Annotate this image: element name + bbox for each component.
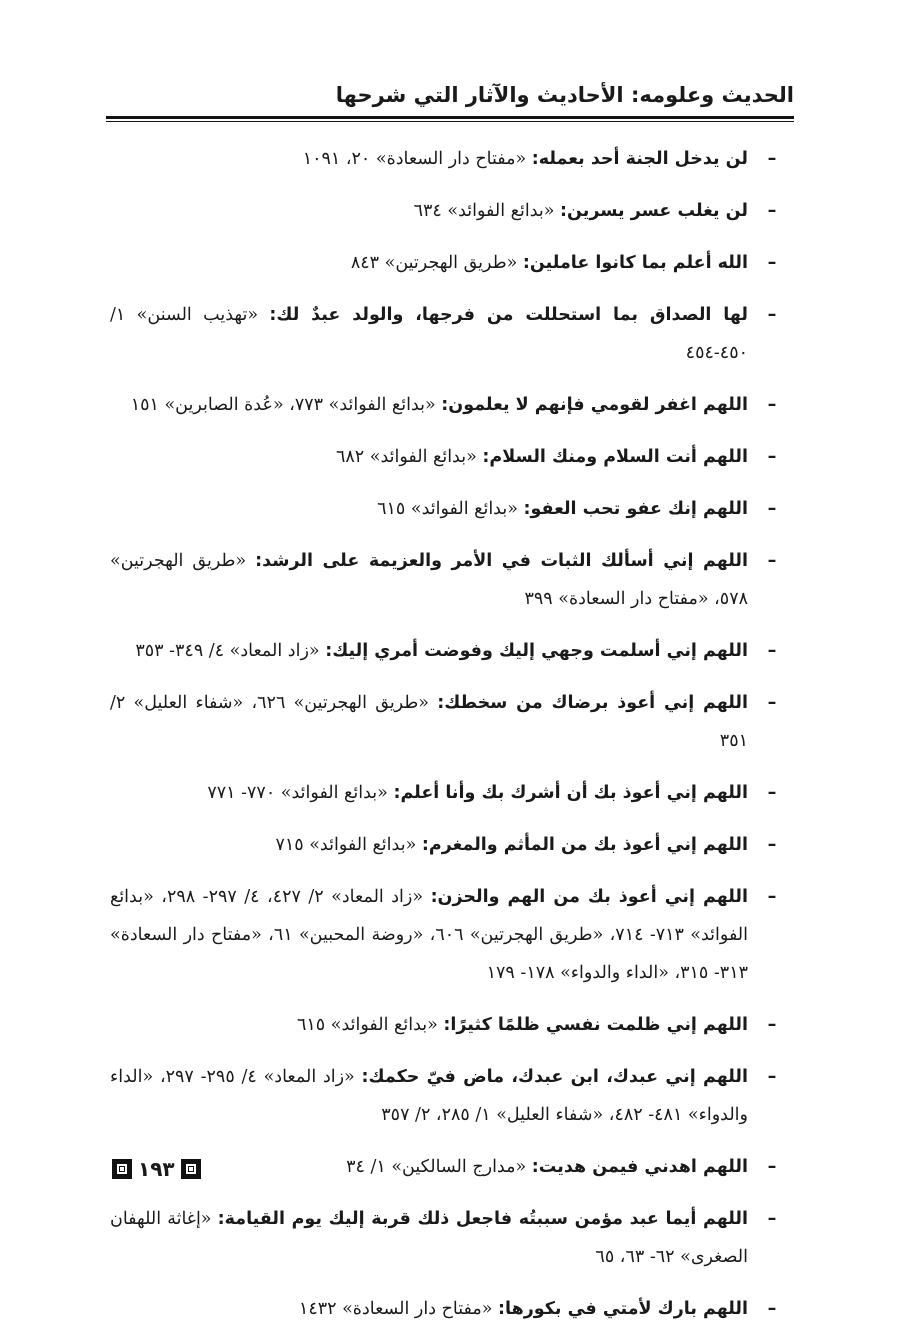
entry-references: «زاد المعاد» ٢/ ٤٢٧، ٤/ ٢٩٧- ٢٩٨، «بدائع الفوائد» ٧١٣- ٧١٤، «طريق الهجرتين» ٦٠٦، «روضة المحبين» ٦١، «مفتاح دار السعادة» ٣١٣- ٣١٥، «الداء والدواء» ١٧٨- ١٧٩ [110,887,748,983]
entry-references: «إغاثة اللهفان الصغرى» ٦٢- ٦٣، ٦٥ [110,1209,748,1267]
hadith-text: اللهم إنك عفو تحب العفو: [523,499,748,519]
index-entry [110,192,788,230]
entry-dash: – [767,395,777,415]
index-entry [110,1148,788,1186]
entry-dash: – [767,1157,777,1177]
hadith-text: الله أعلم بما كانوا عاملين: [522,253,748,273]
index-entry [110,774,788,812]
entry-dash: – [767,305,777,325]
entry-dash: – [767,693,777,713]
index-entry [110,878,788,992]
entry-references: «طريق الهجرتين» ٥٧٨، «مفتاح دار السعادة» ٣٩٩ [110,551,748,609]
index-entry [110,244,788,282]
hadith-text: لن يدخل الجنة أحد بعمله: [531,149,748,169]
hadith-text: اللهم إني أعوذ برضاك من سخطك: [437,693,748,713]
index-entry [110,386,788,424]
entry-dash: – [767,887,777,907]
hadith-text: اللهم إني أعوذ بك أن أشرك بك وأنا أعلم: [393,783,748,803]
page-number-text: ١٩٣ [138,1157,175,1181]
entry-dash: – [767,1067,777,1087]
hadith-text: اللهم إني عبدك، ابن عبدك، ماض فيّ حكمك: [361,1067,748,1087]
index-entry [110,1058,788,1134]
index-entry [110,1200,788,1276]
entry-references: «بدائع الفوائد» ٦١٥ [377,499,518,519]
entry-references: «بدائع الفوائد» ٧٧٠- ٧٧١ [207,783,388,803]
entry-references: «مفتاح دار السعادة» ١٤٣٢ [298,1299,493,1319]
entry-dash: – [767,499,777,519]
index-entry [110,826,788,864]
header-rule-thin [106,121,794,122]
hadith-text: اللهم أنت السلام ومنك السلام: [482,447,748,467]
index-entry [110,684,788,760]
entry-references: «زاد المعاد» ٤/ ٢٩٥- ٢٩٧، «الداء والدواء» ٤٨١- ٤٨٢، «شفاء العليل» ١/ ٢٨٥، ٢/ ٣٥٧ [110,1067,748,1125]
hadith-text: اللهم إني أسألك الثبات في الأمر والعزيمة على الرشد: [255,551,748,571]
hadith-text: اللهم بارك لأمتي في بكورها: [498,1299,748,1319]
entry-references: «طريق الهجرتين» ٨٤٣ [350,253,518,273]
hadith-text: اللهم اغفر لقومي فإنهم لا يعلمون: [441,395,748,415]
entry-references: «بدائع الفوائد» ٧٧٣، «عُدة الصابرين» ١٥١ [130,395,436,415]
hadith-text: لن يغلب عسر يسرين: [560,201,748,221]
entry-references: «بدائع الفوائد» ٦١٥ [296,1015,438,1035]
entry-dash: – [767,253,777,273]
ornament-icon [181,1159,201,1179]
entry-references: «تهذيب السنن» ١/ ٤٥٠-٤٥٤ [110,305,748,363]
entry-references: «بدائع الفوائد» ٧١٥ [275,835,417,855]
entry-dash: – [767,551,777,571]
entry-dash: – [767,447,777,467]
index-entry [110,140,788,178]
index-entry [110,1006,788,1044]
index-entry [110,296,788,372]
index-entry [110,490,788,528]
hadith-text: اللهم إني أعوذ بك من الهم والحزن: [430,887,748,907]
entry-dash: – [767,1299,777,1319]
entry-references: «زاد المعاد» ٤/ ٣٤٩- ٣٥٣ [135,641,320,661]
entry-dash: – [767,149,777,169]
hadith-text: اللهم اهدني فيمن هديت: [531,1157,748,1177]
index-entry [110,632,788,670]
entry-references: «بدائع الفوائد» ٦٨٢ [335,447,477,467]
entry-dash: – [767,835,777,855]
page-number [112,1152,201,1186]
entry-references: «طريق الهجرتين» ٦٢٦، «شفاء العليل» ٢/ ٣٥١ [110,693,748,751]
entry-dash: – [767,1015,777,1035]
ornament-icon [112,1159,132,1179]
page-title: الحديث وعلومه: الأحاديث والآثار التي شرحها [335,83,794,107]
header-rule-thick [106,116,794,119]
entry-references: «مفتاح دار السعادة» ٢٠، ١٠٩١ [302,149,527,169]
entry-dash: – [767,1209,777,1229]
entry-dash: – [767,641,777,661]
entry-references: «بدائع الفوائد» ٦٣٤ [413,201,555,221]
hadith-text: اللهم إني ظلمت نفسي ظلمًا كثيرًا: [443,1015,748,1035]
hadith-text: اللهم إني أعوذ بك من المأثم والمغرم: [421,835,748,855]
entry-dash: – [767,201,777,221]
index-entry [110,1290,788,1328]
hadith-text: اللهم أيما عبد مؤمن سببتُه فاجعل ذلك قربة إليك يوم القيامة: [217,1209,748,1229]
index-entry [110,438,788,476]
index-entry [110,542,788,618]
running-header [106,78,794,122]
index-entries [110,140,788,1342]
hadith-text: لها الصداق بما استحللت من فرجها، والولد عبدٌ لك: [269,305,748,325]
hadith-text: اللهم إني أسلمت وجهي إليك وفوضت أمري إليك: [325,641,748,661]
entry-references: «مدارج السالكين» ١/ ٣٤ [346,1157,527,1177]
entry-dash: – [767,783,777,803]
